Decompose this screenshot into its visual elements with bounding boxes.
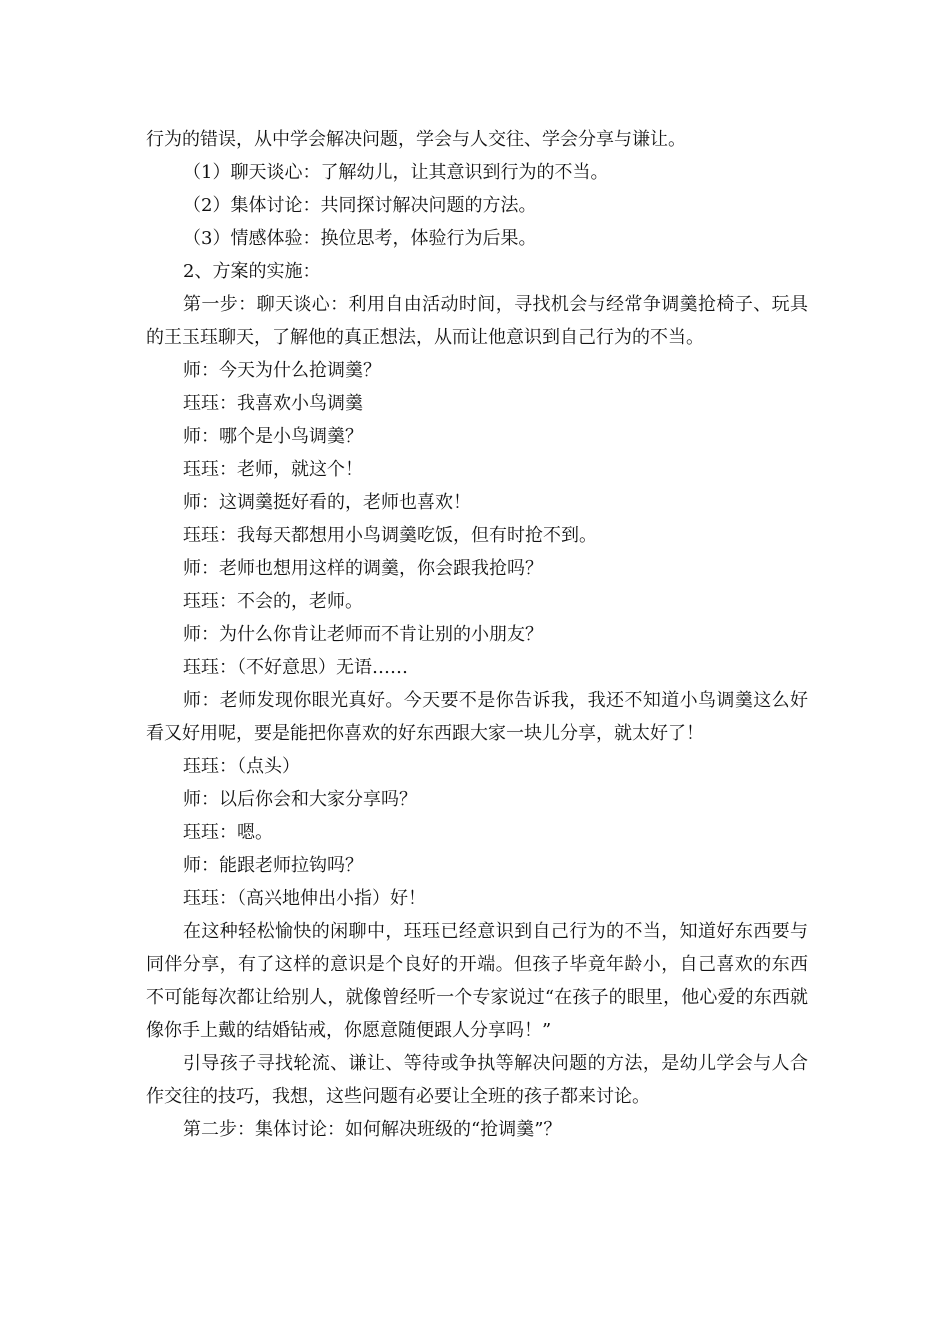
paragraph: 引导孩子寻找轮流、谦让、等待或争执等解决问题的方法，是幼儿学会与人合作交往的技巧，我想，这些问题有必要让全班的孩子都来讨论。 (146, 1053, 808, 1107)
dialogue-line: 师：老师也想用这样的调羹，你会跟我抢吗？ (183, 558, 543, 579)
paragraph: 第一步：聊天谈心：利用自由活动时间，寻找机会与经常争调羹抢椅子、玩具的王玉珏聊天，了解他的真正想法，从而让他意识到自己行为的不当。 (146, 294, 808, 348)
dialogue-line: 珏珏：不会的，老师。 (183, 591, 363, 612)
dialogue-line: 珏珏：我每天都想用小鸟调羹吃饭，但有时抢不到。 (183, 525, 597, 546)
dialogue-line: 师：以后你会和大家分享吗？ (183, 789, 417, 810)
list-item-chat: （1）聊天谈心：了解幼儿，让其意识到行为的不当。 (183, 162, 609, 183)
dialogue-line: 师：今天为什么抢调羹？ (183, 360, 381, 381)
dialogue-line: 珏珏：（高兴地伸出小指）好！ (183, 888, 426, 909)
dialogue-line: 师：这调羹挺好看的，老师也喜欢！ (183, 492, 471, 513)
list-item-discussion: （2）集体讨论：共同探讨解决问题的方法。 (183, 195, 537, 216)
dialogue-line: 珏珏：我喜欢小鸟调羹 (183, 393, 363, 414)
dialogue-line: 师：哪个是小鸟调羹？ (183, 426, 363, 447)
dialogue-line: 珏珏：（不好意思）无语…… (183, 657, 408, 678)
paragraph: 在这种轻松愉快的闲聊中，珏珏已经意识到自己行为的不当，知道好东西要与同伴分享，有了这样的意识是个良好的开端。但孩子毕竟年龄小，自己喜欢的东西不可能每次都让给别人，就像曾经听一个专家说过“在孩子的眼里，他心爱的东西就像你手上戴的结婚钻戒，你愿意随便跟人分享吗！” (146, 921, 808, 1041)
paragraph: 行为的错误，从中学会解决问题，学会与人交往、学会分享与谦让。 (146, 129, 686, 150)
dialogue-line: 师：老师发现你眼光真好。今天要不是你告诉我，我还不知道小鸟调羹这么好看又好用呢，要是能把你喜欢的好东西跟大家一块儿分享，就太好了！ (146, 690, 808, 744)
dialogue-line: 师：能跟老师拉钩吗？ (183, 855, 363, 876)
dialogue-line: 珏珏：老师，就这个！ (183, 459, 363, 480)
document-body (146, 123, 808, 1146)
dialogue-line: 师：为什么你肯让老师而不肯让别的小朋友？ (183, 624, 543, 645)
list-item-experience: （3）情感体验：换位思考，体验行为后果。 (183, 228, 537, 249)
section-heading: 2、方案的实施： (183, 261, 321, 282)
dialogue-line: 珏珏：嗯。 (183, 822, 273, 843)
dialogue-line: 珏珏：（点头） (183, 756, 300, 777)
section-heading: 第二步：集体讨论：如何解决班级的“抢调羹”？ (183, 1119, 562, 1140)
